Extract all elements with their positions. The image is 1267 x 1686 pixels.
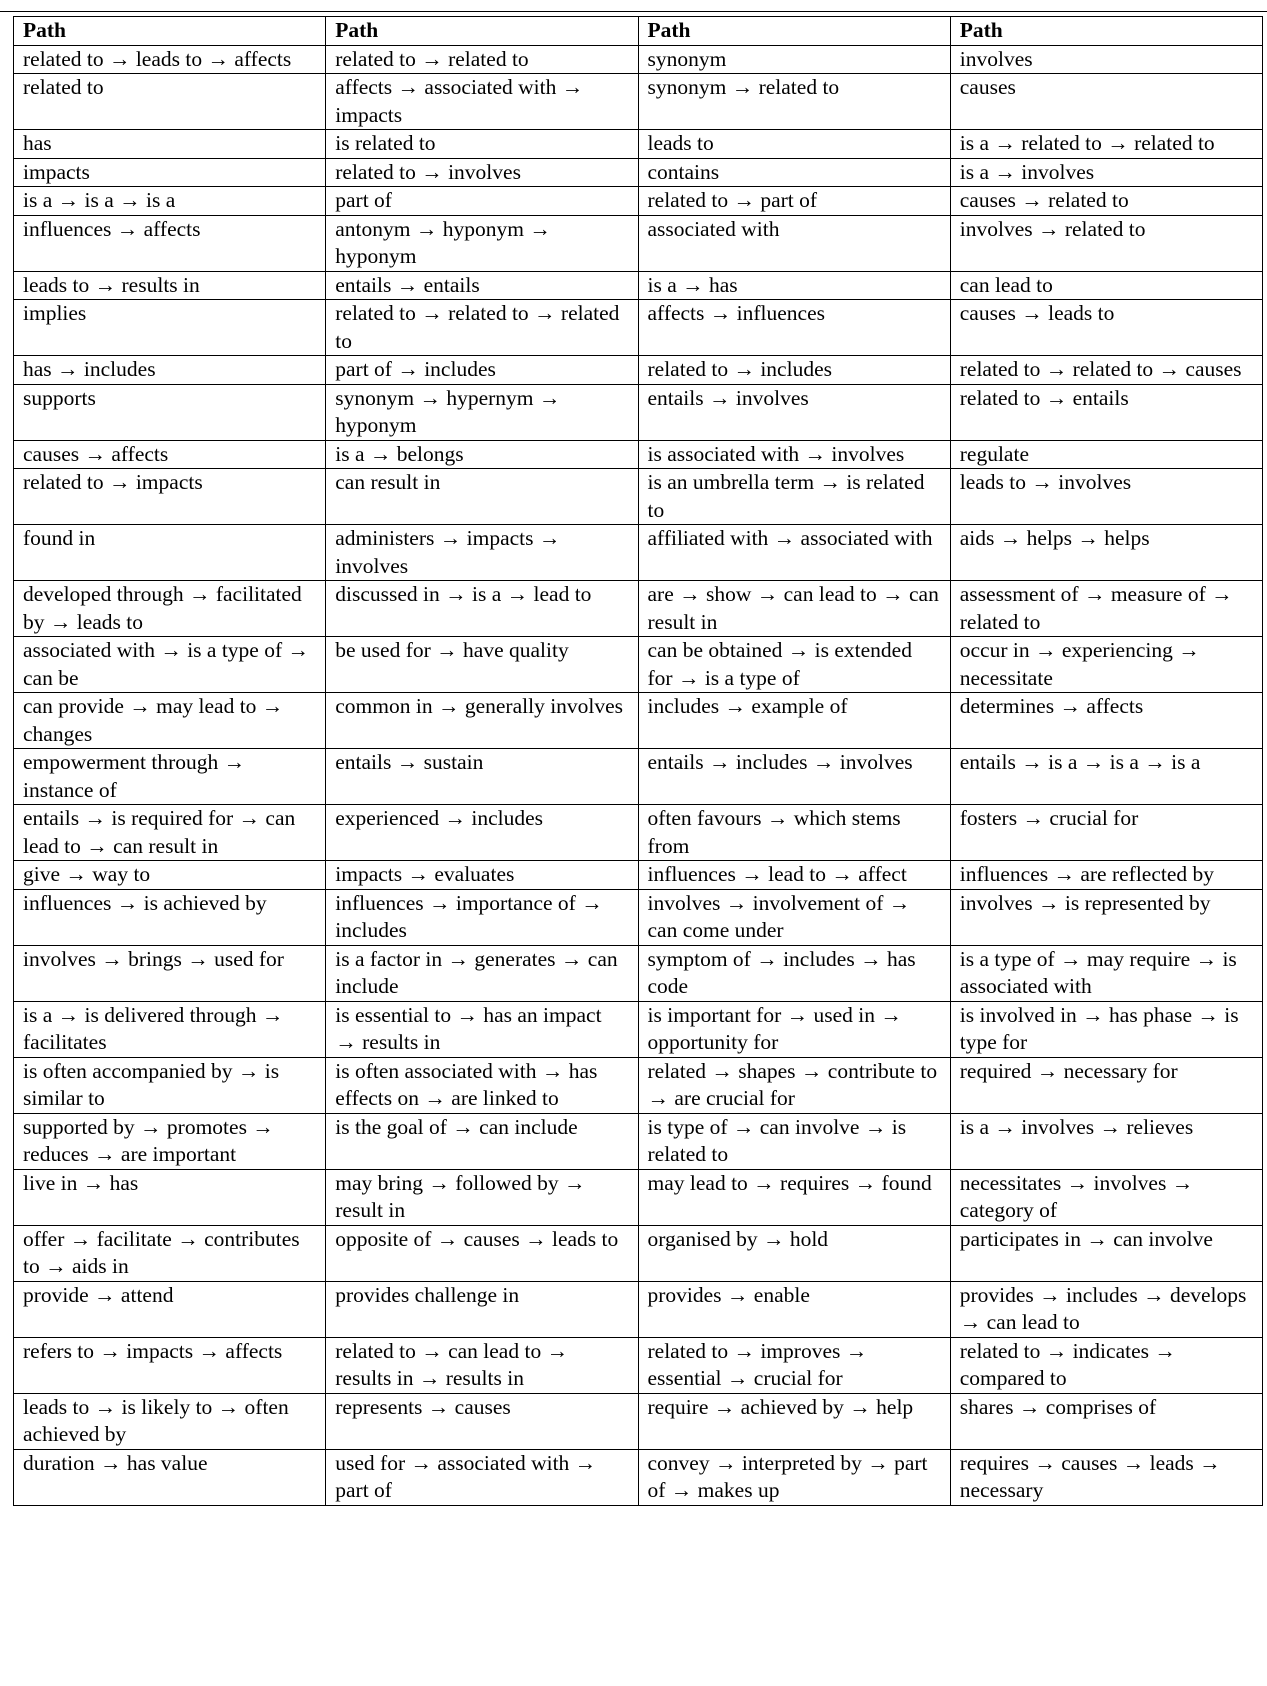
table-cell: leads to → results in	[14, 271, 326, 300]
table-cell: is a → belongs	[326, 440, 638, 469]
table-cell: related to → entails	[950, 384, 1262, 440]
table-cell: associated with	[638, 215, 950, 271]
table-row	[14, 187, 1263, 216]
column-header-4: Path	[950, 17, 1262, 46]
table-cell: can provide → may lead to → changes	[14, 693, 326, 749]
table-cell: contains	[638, 158, 950, 187]
table-row	[14, 1337, 1263, 1393]
table-row	[14, 861, 1263, 890]
table-cell: common in → generally involves	[326, 693, 638, 749]
table-cell: related to → related to	[326, 45, 638, 74]
table-cell: involves	[950, 45, 1262, 74]
table-cell: is a → is delivered through → facilitates	[14, 1001, 326, 1057]
table-cell: is a factor in → generates → can include	[326, 945, 638, 1001]
table-cell: related to → improves → essential → crucial for	[638, 1337, 950, 1393]
table-cell: discussed in → is a → lead to	[326, 581, 638, 637]
table-cell: fosters → crucial for	[950, 805, 1262, 861]
table-cell: related to → can lead to → results in → results in	[326, 1337, 638, 1393]
table-cell: empowerment through → instance of	[14, 749, 326, 805]
table-cell: provides → enable	[638, 1281, 950, 1337]
table-cell: influences → are reflected by	[950, 861, 1262, 890]
table-cell: influences → is achieved by	[14, 889, 326, 945]
header-row	[14, 17, 1263, 46]
table-cell: influences → importance of → includes	[326, 889, 638, 945]
table-cell: is a → related to → related to	[950, 130, 1262, 159]
table-cell: entails → entails	[326, 271, 638, 300]
table-cell: give → way to	[14, 861, 326, 890]
column-header-2: Path	[326, 17, 638, 46]
table-cell: duration → has value	[14, 1449, 326, 1505]
table-cell: can lead to	[950, 271, 1262, 300]
table-cell: offer → facilitate → contributes to → aids in	[14, 1225, 326, 1281]
table-cell: is often associated with → has effects on → are linked to	[326, 1057, 638, 1113]
table-cell: is related to	[326, 130, 638, 159]
table-cell: involves → involvement of → can come under	[638, 889, 950, 945]
table-cell: requires → causes → leads → necessary	[950, 1449, 1262, 1505]
table-cell: entails → involves	[638, 384, 950, 440]
table-cell: involves → related to	[950, 215, 1262, 271]
table-cell: supports	[14, 384, 326, 440]
table-cell: affects → influences	[638, 300, 950, 356]
table-cell: aids → helps → helps	[950, 525, 1262, 581]
column-header-1: Path	[14, 17, 326, 46]
table-cell: is a → involves → relieves	[950, 1113, 1262, 1169]
table-row	[14, 440, 1263, 469]
table-cell: part of → includes	[326, 356, 638, 385]
table-cell: is essential to → has an impact → results in	[326, 1001, 638, 1057]
table-row	[14, 749, 1263, 805]
table-row	[14, 581, 1263, 637]
table-cell: includes → example of	[638, 693, 950, 749]
table-cell: causes → related to	[950, 187, 1262, 216]
table-cell: is important for → used in → opportunity for	[638, 1001, 950, 1057]
table-cell: influences → lead to → affect	[638, 861, 950, 890]
table-cell: required → necessary for	[950, 1057, 1262, 1113]
table-cell: require → achieved by → help	[638, 1393, 950, 1449]
column-header-3: Path	[638, 17, 950, 46]
table-row	[14, 1393, 1263, 1449]
table-cell: can result in	[326, 469, 638, 525]
table-cell: provides challenge in	[326, 1281, 638, 1337]
table-row	[14, 1449, 1263, 1505]
table-cell: developed through → facilitated by → leads to	[14, 581, 326, 637]
table-cell: necessitates → involves → category of	[950, 1169, 1262, 1225]
table-cell: provide → attend	[14, 1281, 326, 1337]
table-cell: is associated with → involves	[638, 440, 950, 469]
table-cell: is a → is a → is a	[14, 187, 326, 216]
table-cell: related to → related to → related to	[326, 300, 638, 356]
table-row	[14, 945, 1263, 1001]
table-row	[14, 693, 1263, 749]
table-cell: causes → affects	[14, 440, 326, 469]
table-cell: entails → includes → involves	[638, 749, 950, 805]
table-cell: used for → associated with → part of	[326, 1449, 638, 1505]
table-row	[14, 45, 1263, 74]
table-cell: opposite of → causes → leads to	[326, 1225, 638, 1281]
table-row	[14, 637, 1263, 693]
table-cell: be used for → have quality	[326, 637, 638, 693]
table-cell: implies	[14, 300, 326, 356]
table-cell: leads to → is likely to → often achieved by	[14, 1393, 326, 1449]
table-cell: symptom of → includes → has code	[638, 945, 950, 1001]
table-row	[14, 130, 1263, 159]
table-cell: causes → leads to	[950, 300, 1262, 356]
table-cell: is type of → can involve → is related to	[638, 1113, 950, 1169]
table-row	[14, 158, 1263, 187]
table-cell: determines → affects	[950, 693, 1262, 749]
table-cell: synonym → hypernym → hyponym	[326, 384, 638, 440]
table-row	[14, 1057, 1263, 1113]
table-cell: synonym	[638, 45, 950, 74]
table-cell: entails → sustain	[326, 749, 638, 805]
table-cell: provides → includes → develops → can lead to	[950, 1281, 1262, 1337]
table-row	[14, 300, 1263, 356]
table-cell: represents → causes	[326, 1393, 638, 1449]
table-cell: related to → involves	[326, 158, 638, 187]
table-row	[14, 1169, 1263, 1225]
table-cell: is involved in → has phase → is type for	[950, 1001, 1262, 1057]
table-cell: related to → part of	[638, 187, 950, 216]
table-row	[14, 889, 1263, 945]
table-cell: is the goal of → can include	[326, 1113, 638, 1169]
table-cell: entails → is required for → can lead to → can result in	[14, 805, 326, 861]
table-row	[14, 1281, 1263, 1337]
table-cell: supported by → promotes → reduces → are important	[14, 1113, 326, 1169]
table-row	[14, 805, 1263, 861]
table-cell: are → show → can lead to → can result in	[638, 581, 950, 637]
table-cell: participates in → can involve	[950, 1225, 1262, 1281]
table-cell: has → includes	[14, 356, 326, 385]
table-cell: related to → indicates → compared to	[950, 1337, 1262, 1393]
table-row	[14, 469, 1263, 525]
table-row	[14, 384, 1263, 440]
relation-paths-table	[13, 16, 1263, 1506]
table-row	[14, 1001, 1263, 1057]
table-cell: may lead to → requires → found	[638, 1169, 950, 1225]
table-cell: leads to → involves	[950, 469, 1262, 525]
table-cell: related to → related to → causes	[950, 356, 1262, 385]
table-cell: assessment of → measure of → related to	[950, 581, 1262, 637]
table-cell: affects → associated with → impacts	[326, 74, 638, 130]
table-cell: involves → brings → used for	[14, 945, 326, 1001]
table-cell: is a → has	[638, 271, 950, 300]
table-cell: influences → affects	[14, 215, 326, 271]
table-cell: entails → is a → is a → is a	[950, 749, 1262, 805]
table-cell: convey → interpreted by → part of → makes up	[638, 1449, 950, 1505]
table-cell: is a type of → may require → is associated with	[950, 945, 1262, 1001]
table-cell: impacts	[14, 158, 326, 187]
table-row	[14, 1225, 1263, 1281]
table-cell: regulate	[950, 440, 1262, 469]
table-row	[14, 74, 1263, 130]
table-cell: part of	[326, 187, 638, 216]
table-cell: causes	[950, 74, 1262, 130]
table-cell: occur in → experiencing → necessitate	[950, 637, 1262, 693]
table-cell: has	[14, 130, 326, 159]
table-cell: refers to → impacts → affects	[14, 1337, 326, 1393]
table-cell: related to → leads to → affects	[14, 45, 326, 74]
table-cell: leads to	[638, 130, 950, 159]
table-row	[14, 356, 1263, 385]
table-cell: antonym → hyponym → hyponym	[326, 215, 638, 271]
table-cell: affiliated with → associated with	[638, 525, 950, 581]
table-cell: may bring → followed by → result in	[326, 1169, 638, 1225]
table-cell: is often accompanied by → is similar to	[14, 1057, 326, 1113]
table-row	[14, 215, 1263, 271]
table-cell: is a → involves	[950, 158, 1262, 187]
table-body	[14, 45, 1263, 1505]
table-cell: related → shapes → contribute to → are crucial for	[638, 1057, 950, 1113]
table-cell: related to	[14, 74, 326, 130]
table-cell: shares → comprises of	[950, 1393, 1262, 1449]
table-cell: associated with → is a type of → can be	[14, 637, 326, 693]
table-row	[14, 271, 1263, 300]
top-rule	[0, 11, 1267, 12]
table-cell: often favours → which stems from	[638, 805, 950, 861]
table-cell: impacts → evaluates	[326, 861, 638, 890]
table-cell: synonym → related to	[638, 74, 950, 130]
table-row	[14, 1113, 1263, 1169]
table-cell: experienced → includes	[326, 805, 638, 861]
table-cell: is an umbrella term → is related to	[638, 469, 950, 525]
table-cell: involves → is represented by	[950, 889, 1262, 945]
table-cell: found in	[14, 525, 326, 581]
table-cell: administers → impacts → involves	[326, 525, 638, 581]
table-cell: organised by → hold	[638, 1225, 950, 1281]
table-cell: related to → impacts	[14, 469, 326, 525]
table-cell: related to → includes	[638, 356, 950, 385]
table-row	[14, 525, 1263, 581]
table-cell: live in → has	[14, 1169, 326, 1225]
table-cell: can be obtained → is extended for → is a type of	[638, 637, 950, 693]
